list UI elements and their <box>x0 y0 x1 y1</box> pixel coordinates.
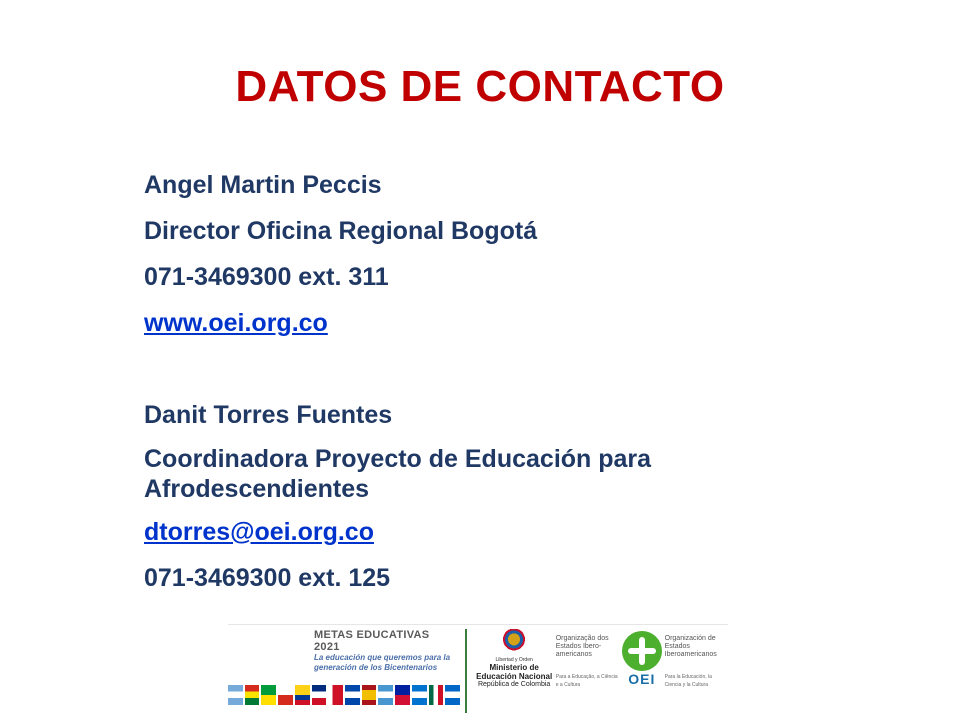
flag <box>228 685 243 705</box>
contact1-name: Angel Martin Peccis <box>144 171 382 199</box>
oei-acronym: OEI <box>628 671 656 687</box>
contact2-phone: 071-3469300 ext. 125 <box>144 564 391 592</box>
metas-logo <box>228 625 459 717</box>
flag <box>261 685 276 705</box>
website-link[interactable]: www.oei.org.co <box>144 309 328 337</box>
ministry-motto: Libertad y Orden <box>495 657 533 663</box>
divider <box>465 629 467 713</box>
flag <box>345 685 360 705</box>
oei-left-tag: Para a Educação, a Ciência e a Cultura <box>555 674 618 688</box>
flag <box>445 685 460 705</box>
metas-title: METAS EDUCATIVAS 2021 <box>314 629 430 653</box>
contact-details <box>144 168 844 607</box>
page-title: DATOS DE CONTACTO <box>235 62 725 111</box>
contact1-phone: 071-3469300 ext. 311 <box>144 263 389 291</box>
contact2-role: Coordinadora Proyecto de Educación para Afrodescendientes <box>144 445 652 503</box>
flags-strip <box>228 685 460 705</box>
contact2-name: Danit Torres Fuentes <box>144 401 393 429</box>
oei-symbol-icon <box>622 631 662 671</box>
flag <box>362 685 377 705</box>
oei-left-name: Organização dos Estados Ibero-americanos <box>555 635 609 658</box>
ministry-line3: República de Colombia <box>477 681 551 688</box>
flag <box>412 685 427 705</box>
oei-right-tag: Para la Educación, la Ciencia y la Cultura <box>664 674 712 688</box>
oei-spanish-text <box>665 625 728 717</box>
flag <box>395 685 410 705</box>
flag <box>378 685 393 705</box>
ministry-line1: Ministerio de <box>489 663 539 672</box>
flag <box>429 685 444 705</box>
flag <box>312 685 327 705</box>
ministry-line2: Educación Nacional <box>476 672 553 681</box>
flag <box>328 685 343 705</box>
metas-subtitle: La educación que queremos para la generación de los Bicentenarios <box>314 653 451 672</box>
flag <box>278 685 293 705</box>
flag <box>295 685 310 705</box>
ministry-logo <box>473 625 556 717</box>
oei-right-name: Organización de Estados Iberoamericanos <box>664 635 717 658</box>
colombia-crest-icon <box>503 629 525 655</box>
oei-logo <box>619 625 665 717</box>
oei-portuguese-text <box>556 625 619 717</box>
footer-logos-banner <box>228 624 728 717</box>
contact1-role: Director Oficina Regional Bogotá <box>144 217 538 245</box>
email-link[interactable]: dtorres@oei.org.co <box>144 518 374 546</box>
flag <box>245 685 260 705</box>
